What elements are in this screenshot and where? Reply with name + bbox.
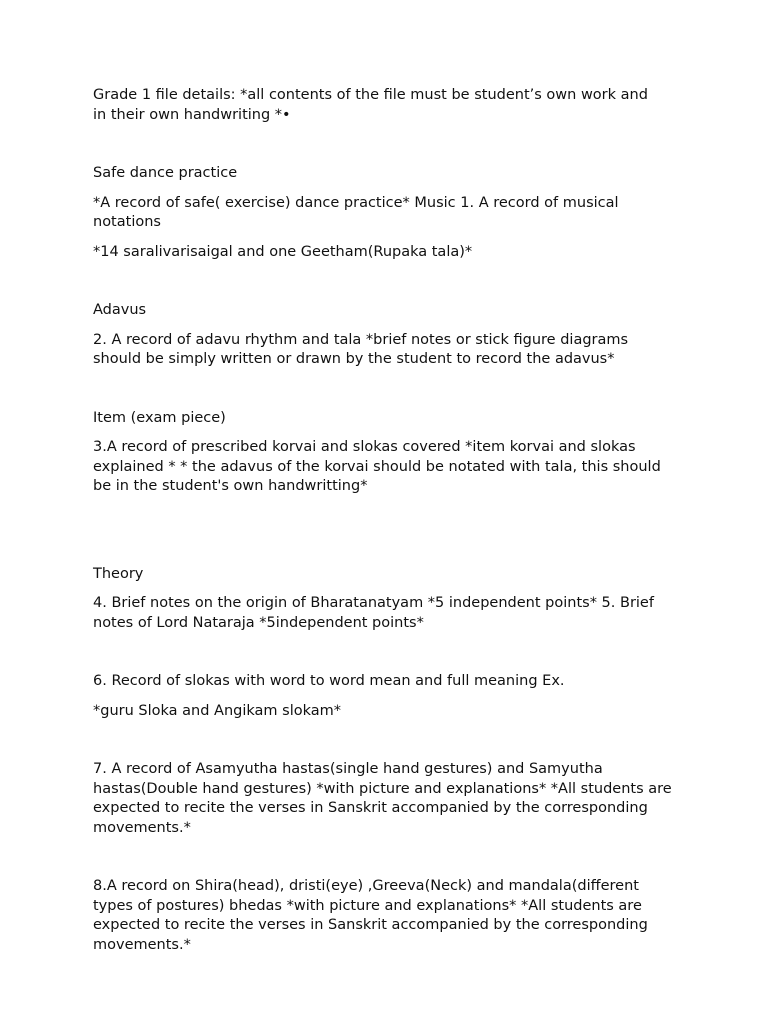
adavus-paragraph: 2. A record of adavu rhythm and tala *brief notes or stick figure diagrams should be simply written or drawn by the student to record the adavus* xyxy=(93,331,629,367)
safe-dance-record-paragraph: *A record of safe( exercise) dance practice* Music 1. A record of musical notations xyxy=(93,194,619,230)
safe-dance-heading: Safe dance practice xyxy=(93,165,238,181)
bhedas-paragraph: 8.A record on Shira(head), dristi(eye) ,Greeva(Neck) and mandala(different types of postures) bhedas *with picture and explanations* *All students are expected to recite the verses in Sanskrit accompanied by the corresponding movements.* xyxy=(93,878,648,953)
adavus-heading: Adavus xyxy=(93,302,147,318)
theory-heading: Theory xyxy=(93,565,144,582)
hastas-paragraph: 7. A record of Asamyutha hastas(single hand gestures) and Samyutha hastas(Double hand gestures) *with picture and explanations* *All students are expected to recite the verses in Sanskrit accompanied by the corresponding movements.* xyxy=(93,761,672,836)
item-heading: Item (exam piece) xyxy=(93,409,226,426)
slokas-example-paragraph: *guru Sloka and Angikam slokam* xyxy=(93,702,341,719)
item-paragraph: 3.A record of prescribed korvai and slokas covered *item korvai and slokas explained * * the adavus of the korvai should be notated with tala, this should be in the student's own handwritting* xyxy=(93,439,661,494)
intro-paragraph: Grade 1 file details: *all contents of the file must be student’s own work and in their own handwriting *• xyxy=(93,87,648,123)
slokas-paragraph: 6. Record of slokas with word to word mean and full meaning Ex. xyxy=(93,673,565,689)
theory-paragraph: 4. Brief notes on the origin of Bharatanatyam *5 independent points* 5. Brief notes of Lord Nataraja *5independent points* xyxy=(93,595,654,631)
document-page xyxy=(93,86,683,955)
music-notation-paragraph: *14 saralivarisaigal and one Geetham(Rupaka tala)* xyxy=(93,243,473,260)
